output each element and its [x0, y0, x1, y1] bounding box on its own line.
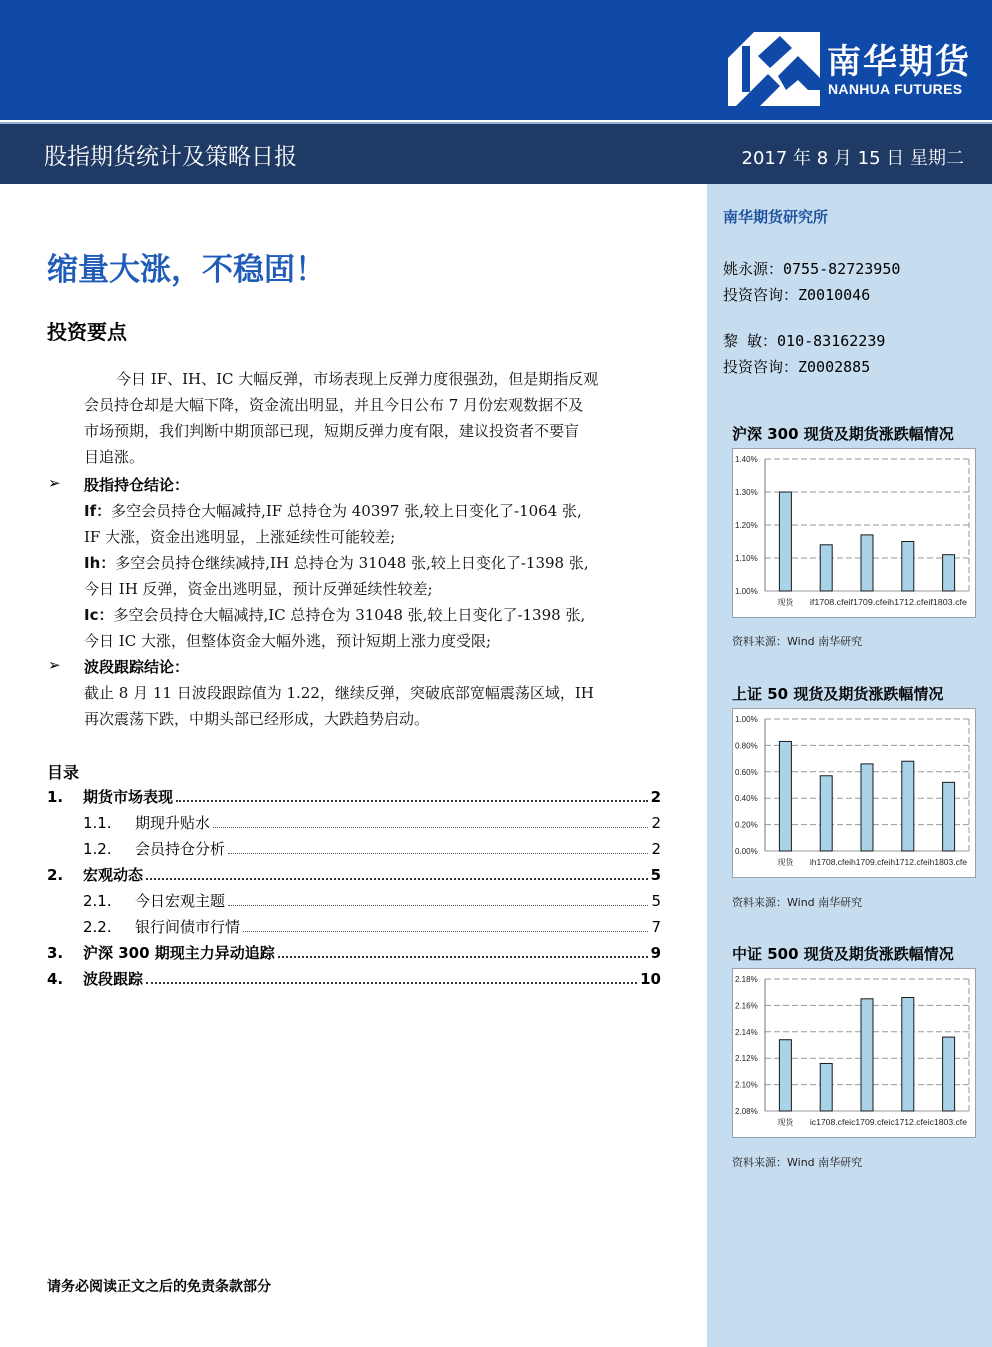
x-tick-label: 现货 — [777, 1118, 794, 1127]
y-tick-label: 0.20% — [735, 820, 758, 830]
x-tick-label: ih1708.cfeih1709.cfeih1712.cfeih1803.cfe — [809, 858, 968, 867]
y-tick-label: 0.80% — [735, 741, 758, 751]
wave-line: 截止 8 月 11 日波段跟踪值为 1.22，继续反弹，突破底部宽幅震荡区域，IH — [84, 684, 594, 702]
y-tick-label: 1.00% — [735, 587, 758, 596]
chart-bar — [902, 761, 914, 851]
disclaimer-note: 请务必阅读正文之后的免责条款部分 — [47, 1279, 271, 1295]
chart-bar — [820, 1063, 832, 1111]
intro-line: 今日 IF、IH、IC 大幅反弹，市场表现上反弹力度很强劲，但是期指反观 — [116, 370, 599, 388]
chart-source: 资料来源：Wind 南华研究 — [732, 896, 863, 909]
chart-bar — [779, 1040, 791, 1111]
y-tick-label: 0.00% — [735, 847, 758, 856]
x-tick-label: 现货 — [777, 858, 794, 867]
intro-line: 目追涨。 — [84, 448, 145, 466]
analyst-license: 投资咨询：Z0010046 — [723, 286, 871, 304]
bullet-arrow-icon: ➢ — [48, 474, 61, 492]
chart-title: 上证 50 现货及期货涨跌幅情况 — [732, 685, 944, 703]
toc-heading: 目录 — [47, 763, 80, 782]
report-title: 股指期货统计及策略日报 — [44, 144, 297, 170]
chart-bar — [943, 782, 955, 851]
chart-bar — [861, 764, 873, 851]
chart-bar — [779, 741, 791, 851]
x-tick-label: 现货 — [777, 598, 794, 607]
toc-item[interactable]: 1.1. 期现升贴水 2 — [83, 814, 661, 832]
chart-sz50 — [732, 708, 976, 878]
chart-bar — [861, 999, 873, 1111]
intro-paragraph — [84, 366, 664, 470]
chart-zz500 — [732, 968, 976, 1138]
y-tick-label: 2.10% — [735, 1080, 758, 1090]
position-conclusion-label: 股指持仓结论： — [84, 476, 190, 494]
chart-bar — [943, 555, 955, 591]
y-tick-label: 1.10% — [735, 554, 758, 563]
bullet-arrow-icon: ➢ — [48, 656, 61, 674]
chart-title: 沪深 300 现货及期货涨跌幅情况 — [732, 425, 954, 443]
intro-line: 市场预期，我们判断中期顶部已现，短期反弹力度有限，建议投资者不要盲 — [84, 422, 580, 440]
analyst-license: 投资咨询：Z0002885 — [723, 358, 871, 376]
position-line: Ic：多空会员持仓大幅减持,IC 总持仓为 31048 张,较上日变化了-1398 张, — [84, 606, 586, 624]
y-tick-label: 2.12% — [735, 1054, 758, 1064]
y-tick-label: 0.40% — [735, 794, 758, 804]
headline: 缩量大涨，不稳固！ — [47, 252, 326, 288]
toc-item[interactable]: 4. 波段跟踪 10 — [47, 970, 661, 988]
toc-item[interactable]: 2.1. 今日宏观主题 5 — [83, 892, 661, 910]
y-tick-label: 2.16% — [735, 1001, 758, 1011]
header-banner — [0, 0, 992, 120]
title-bar — [0, 122, 992, 184]
chart-source: 资料来源：Wind 南华研究 — [732, 1156, 863, 1169]
chart-hs300 — [732, 448, 976, 618]
chart-bar — [779, 492, 791, 591]
y-tick-label: 1.20% — [735, 521, 758, 530]
wave-conclusion-label: 波段跟踪结论： — [84, 658, 190, 676]
position-line: IF 大涨，资金出逃明显，上涨延续性可能较差; — [84, 528, 396, 546]
nanhua-logo-icon — [728, 32, 820, 106]
position-line: Ih：多空会员持仓继续减持,IH 总持仓为 31048 张,较上日变化了-1398 张, — [84, 554, 589, 572]
toc-item[interactable]: 1. 期货市场表现 2 — [47, 788, 661, 806]
section-title: 投资要点 — [47, 320, 127, 344]
chart-bar — [943, 1037, 955, 1111]
analyst-phone: 姚永源：0755-82723950 — [723, 260, 901, 278]
chart-source: 资料来源：Wind 南华研究 — [732, 635, 863, 648]
brand-name-en: NANHUA FUTURES — [828, 81, 963, 97]
toc-item[interactable]: 3. 沪深 300 期现主力异动追踪 9 — [47, 944, 661, 962]
analyst-phone: 黎 敏：010-83162239 — [723, 332, 886, 350]
wave-line: 再次震荡下跌，中期头部已经形成，大跌趋势启动。 — [84, 710, 430, 728]
brand-logo — [724, 28, 986, 110]
position-line: 今日 IH 反弹，资金出逃明显，预计反弹延续性较差; — [84, 580, 433, 598]
y-tick-label: 0.60% — [735, 767, 758, 777]
y-tick-label: 2.08% — [735, 1107, 758, 1116]
chart-bar — [820, 776, 832, 851]
y-tick-label: 1.00% — [735, 715, 758, 724]
chart-title: 中证 500 现货及期货涨跌幅情况 — [732, 945, 954, 963]
brand-name-cn: 南华期货 — [827, 42, 971, 82]
institute-name: 南华期货研究所 — [723, 208, 829, 226]
chart-bar — [902, 997, 914, 1111]
x-tick-label: ic1708.cfeic1709.cfeic1712.cfeic1803.cfe — [809, 1118, 968, 1127]
position-line: 今日 IC 大涨，但整体资金大幅外逃，预计短期上涨力度受限; — [84, 632, 491, 650]
chart-sz50-plot — [733, 709, 975, 877]
toc-item[interactable]: 2. 宏观动态 5 — [47, 866, 661, 884]
sidebar — [707, 184, 992, 1347]
chart-hs300-plot — [733, 449, 975, 617]
chart-bar — [861, 535, 873, 591]
y-tick-label: 1.30% — [735, 488, 758, 497]
y-tick-label: 2.18% — [735, 975, 758, 984]
report-date: 2017 年 8 月 15 日 星期二 — [741, 148, 964, 169]
intro-line: 会员持仓却是大幅下降，资金流出明显，并且今日公布 7 月份宏观数据不及 — [84, 396, 584, 414]
x-tick-label: if1708.cfeif1709.cfeih1712.cfeif1803.cfe — [809, 598, 968, 607]
position-line: If：多空会员持仓大幅减持,IF 总持仓为 40397 张,较上日变化了-1064 张, — [84, 502, 582, 520]
toc-item[interactable]: 2.2. 银行间债市行情 7 — [83, 918, 661, 936]
chart-zz500-plot — [733, 969, 975, 1137]
y-tick-label: 1.40% — [735, 455, 758, 464]
y-tick-label: 2.14% — [735, 1027, 758, 1037]
chart-bar — [902, 542, 914, 592]
toc-item[interactable]: 1.2. 会员持仓分析 2 — [83, 840, 661, 858]
chart-bar — [820, 545, 832, 591]
